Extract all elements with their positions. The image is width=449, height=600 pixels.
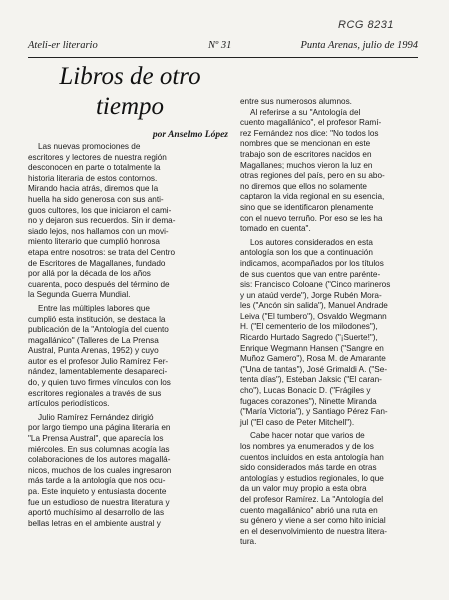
- text-line: Entre las múltiples labores que: [38, 303, 150, 313]
- text-line: tura.: [240, 537, 257, 547]
- text-line: del profesor Ramírez. La "Antología del: [240, 494, 384, 504]
- text-line: en el desenvolvimiento de nuestra litera-: [240, 526, 388, 536]
- text-line: Las nuevas promociones de: [38, 142, 141, 151]
- text-line: desconocen en parte o totalmente la: [28, 163, 161, 173]
- text-line: con el nuevo terruño. Por eso se les ha: [240, 213, 383, 223]
- text-line: historia literaria de estos contornos.: [28, 173, 158, 183]
- text-line: sino que se identificaron plenamente: [240, 202, 374, 212]
- text-line: guos cultores, los que iniciaron el cami-: [28, 205, 172, 215]
- text-line: escritores regionales a través de sus: [28, 388, 162, 398]
- text-line: de Escritores de Magallanes, fundado: [28, 258, 166, 268]
- text-line: cumplió esta institución, se destaca la: [28, 314, 166, 324]
- text-line: les ("Ancón sin salida"), Manuel Andrade: [240, 301, 388, 311]
- text-line: autor es el profesor Julio Ramírez Fer-: [28, 356, 169, 366]
- text-line: su género y viene a ser como hito inicial: [240, 516, 386, 526]
- text-line: cuarenta, poco después del término de: [28, 279, 170, 289]
- title-line: Libros de otro: [59, 63, 201, 90]
- header-rule: [28, 57, 418, 58]
- text-line: Cabe hacer notar que varios de: [250, 431, 365, 441]
- text-line: captaron la vida regional en su esencia,: [240, 192, 385, 202]
- right-column: [240, 97, 426, 548]
- text-line: H. ("El cementerio de los milodones"),: [240, 322, 378, 332]
- text-line: Ricardo Hurtado Sagredo ("¡Suerte!"),: [240, 333, 378, 343]
- text-line: por allá por la década de los años: [28, 269, 151, 279]
- text-line: sis: Francisco Coloane ("Cinco marineros: [240, 280, 391, 290]
- text-line: no y dejaron sus recuerdos. Sin ir dema-: [28, 216, 176, 226]
- text-line: rez Fernández nos dice: "No todos los: [240, 128, 379, 138]
- text-line: Al referirse a su "Antología del: [250, 107, 361, 117]
- text-line: y un ataúd verde"), Jorge Rubén Mora-: [240, 290, 382, 300]
- text-line: Magallanes; muchos vieron la luz en: [240, 160, 373, 170]
- page-header: [28, 40, 418, 54]
- text-line: más tarde a la antología que nos ocu-: [28, 476, 166, 486]
- text-line: bellas letras en el ambiente austral y: [28, 518, 161, 528]
- text-line: da un valor muy propio a esta obra: [240, 484, 367, 494]
- title-line: tiempo: [95, 93, 165, 120]
- text-line: Leiva ("El tumbero"), Osvaldo Wegmann: [240, 311, 387, 321]
- left-column: [28, 142, 232, 529]
- text-line: antología son los que a continuación: [240, 248, 373, 258]
- text-line: ("Una de tantas"), José Grimaldi A. ("Se-: [240, 364, 388, 374]
- text-line: la Segunda Guerra Mundial.: [28, 290, 131, 300]
- archive-stamp: RCG 8231: [338, 19, 394, 31]
- text-line: cuento magallánico", el profesor Ramí-: [240, 118, 382, 128]
- text-line: fugaces corazones"), Ninette Miranda: [240, 396, 377, 406]
- text-line: indicamos, acompañados por los títulos: [240, 258, 384, 268]
- text-line: pa. Este inquieto y entusiasta docente: [28, 487, 167, 496]
- text-line: sido considerados más tarde en otras: [240, 463, 377, 473]
- text-line: miércoles. En sus columnas acogía las: [28, 444, 170, 454]
- text-line: colaboraciones de los autores magallá-: [28, 455, 171, 465]
- text-line: artículos periodísticos.: [28, 399, 110, 409]
- text-line: Los autores considerados en esta: [250, 237, 373, 247]
- text-line: trabajo son de escritores nacidos en: [240, 149, 372, 159]
- text-line: antologías y estudios regionales, lo que: [240, 473, 384, 483]
- text-line: Enrique Wegmann Hansen ("Sangre en: [240, 343, 384, 353]
- text-line: de sus cuentos que van entre parénte-: [240, 269, 381, 279]
- text-line: cho"), Lucas Bonacic D. ("Frágiles y: [240, 386, 371, 396]
- text-line: "La Prensa Austral", que aparecía los: [28, 434, 164, 444]
- text-line: do, y quien tuvo firmes vínculos con los: [28, 378, 171, 388]
- issue-number: Nº 31: [208, 40, 232, 51]
- text-line: cuento magallánico" abrió una ruta en: [240, 505, 378, 515]
- text-line: miento literario que cumplió honrosa: [28, 237, 160, 247]
- text-line: tenta días"), Esteban Jaksic ("El caran-: [240, 375, 382, 385]
- text-line: fue un estudioso de nuestra literatura y: [28, 497, 170, 507]
- text-line: publicación de la "Antología del cuento: [28, 325, 169, 335]
- text-line: nombres que se mencionan en este: [240, 139, 371, 149]
- text-line: tomado en cuenta".: [240, 224, 311, 234]
- text-line: cuentos incluidos en esta antología han: [240, 452, 384, 462]
- publication-name: Ateli-er literario: [28, 40, 98, 51]
- text-line: Mirando hacia atrás, diremos que la: [28, 184, 159, 194]
- text-line: entre sus numerosos alumnos.: [240, 97, 352, 106]
- text-line: nicos, muchos de los cuales ingresaron: [28, 465, 172, 475]
- article-title: [30, 62, 230, 122]
- text-line: no diremos que ellos no solamente: [240, 181, 367, 191]
- text-line: Austral, Punta Arenas, 1952) y cuyo: [28, 346, 159, 356]
- text-line: siado lejos, nos hallamos con un movi-: [28, 226, 169, 236]
- text-line: por largo tiempo una página literaria en: [28, 423, 171, 433]
- text-line: jul ("El caso de Peter Mitchell").: [240, 417, 355, 427]
- text-line: magallánico" (Talleres de La Prensa: [28, 335, 159, 345]
- text-line: Muñoz Gamero"), Rosa M. de Amarante: [240, 354, 386, 364]
- text-line: huella ha sido generosa con sus anti-: [28, 194, 164, 204]
- place-date: Punta Arenas, julio de 1994: [300, 40, 418, 51]
- text-line: etapa entre nosotros: se trata del Centro: [28, 247, 176, 257]
- text-line: ("María Victoria"), y Santiago Pérez Fan-: [240, 407, 388, 417]
- article-byline: por Anselmo López: [152, 130, 228, 140]
- text-line: otras regiones del país, pero en su abo-: [240, 171, 385, 181]
- text-line: aportó muchísimo al desarrollo de las: [28, 508, 165, 518]
- text-line: Julio Ramírez Fernández dirigió: [38, 412, 154, 422]
- text-line: nández, lamentablemente desapareci-: [28, 367, 168, 377]
- text-line: escritores y lectores de nuestra región: [28, 152, 167, 162]
- text-line: los nombres ya enumerados y de los: [240, 442, 374, 451]
